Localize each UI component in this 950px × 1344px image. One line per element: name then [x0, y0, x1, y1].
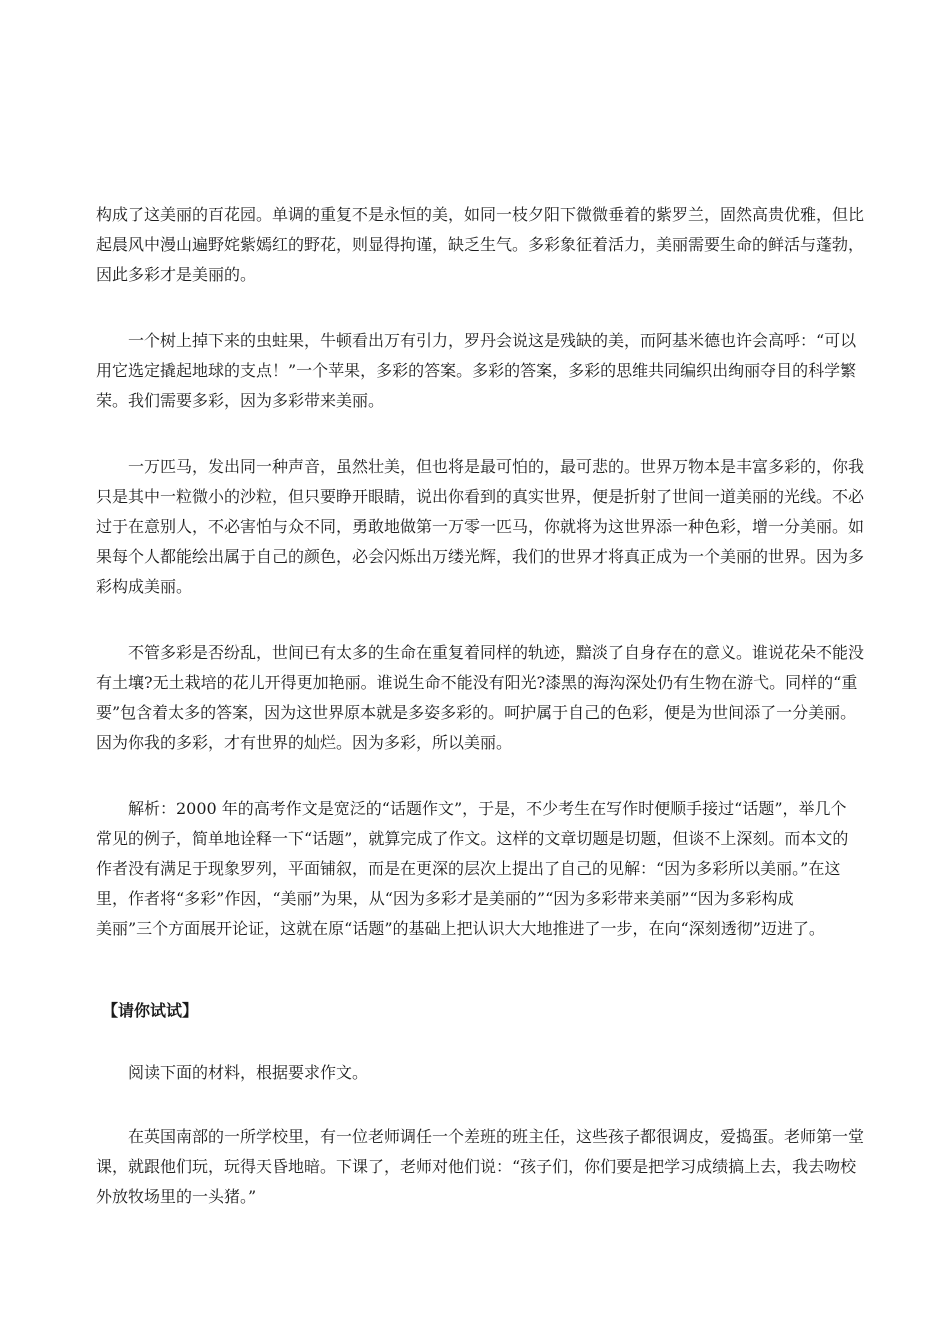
text-line: 果每个人都能绘出属于自己的颜色，必会闪烁出万缕光辉，我们的世界才将真正成为一个美丽的世界。因为多: [96, 547, 865, 566]
text-line: 一万匹马，发出同一种声音，虽然壮美，但也将是最可怕的，最可悲的。世界万物本是丰富多彩的，你我: [128, 457, 865, 476]
text-line: 美丽”三个方面展开论证，这就在原“话题”的基础上把认识大大地推进了一步，在向“深刻透彻”迈进了。: [96, 919, 825, 938]
section-heading-text: 【请你试试】: [102, 1001, 199, 1020]
text-line: 在英国南部的一所学校里，有一位老师调任一个差班的班主任，这些孩子都很调皮，爱捣蛋。老师第一堂: [128, 1127, 865, 1146]
text-line: 里，作者将“多彩”作因，“美丽”为果，从“因为多彩才是美丽的”“因为多彩带来美丽”“因为多彩构成: [96, 889, 794, 908]
paragraph-3: [96, 452, 886, 602]
text-line: 过于在意别人，不必害怕与众不同，勇敢地做第一万零一匹马，你就将为这世界添一种色彩，增一分美丽。如: [96, 517, 865, 536]
text-line: 彩构成美丽。: [96, 577, 193, 596]
instruction-paragraph: [96, 1058, 886, 1088]
text-line: 起晨风中漫山遍野姹紫嫣红的野花，则显得拘谨，缺乏生气。多彩象征着活力，美丽需要生命的鲜活与蓬勃，: [96, 235, 865, 254]
paragraph-analysis: [96, 794, 886, 944]
text-line: 不管多彩是否纷乱，世间已有太多的生命在重复着同样的轨迹，黯淡了自身存在的意义。谁说花朵不能没: [128, 643, 865, 662]
text-line: 构成了这美丽的百花园。单调的重复不是永恒的美，如同一枝夕阳下微微垂着的紫罗兰，固然高贵优雅，但比: [96, 205, 865, 224]
text-line: 作者没有满足于现象罗列，平面铺叙，而是在更深的层次上提出了自己的见解：“因为多彩所以美丽。”在这: [96, 859, 841, 878]
text-line: 只是其中一粒微小的沙粒，但只要睁开眼睛，说出你看到的真实世界，便是折射了世间一道美丽的光线。不必: [96, 487, 865, 506]
text-line: 要”包含着太多的答案，因为这世界原本就是多姿多彩的。呵护属于自己的色彩，便是为世间添了一分美丽。: [96, 703, 857, 722]
text-line: 一个树上掉下来的虫蛀果，牛顿看出万有引力，罗丹会说这是残缺的美，而阿基米德也许会高呼：“可以: [128, 331, 857, 350]
paragraph-1: [96, 200, 886, 290]
paragraph-4: [96, 638, 886, 758]
paragraph-2: [96, 326, 886, 416]
text-line: 有土壤?无土栽培的花儿开得更加艳丽。谁说生命不能没有阳光?漆黑的海沟深处仍有生物在游弋。同样的“重: [96, 673, 858, 692]
text-line: 因为你我的多彩，才有世界的灿烂。因为多彩，所以美丽。: [96, 733, 513, 752]
text-line: 常见的例子，简单地诠释一下“话题”，就算完成了作文。这样的文章切题是切题，但谈不上深刻。而本文的: [96, 829, 849, 848]
section-heading: [96, 996, 886, 1026]
text-line: 外放牧场里的一头猪。”: [96, 1187, 257, 1206]
text-line: 因此多彩才是美丽的。: [96, 265, 257, 284]
text-line: 课，就跟他们玩，玩得天昏地暗。下课了，老师对他们说：“孩子们，你们要是把学习成绩搞上去，我去吻校: [96, 1157, 857, 1176]
text-line: 用它选定撬起地球的支点！”一个苹果，多彩的答案。多彩的答案，多彩的思维共同编织出绚丽夺目的科学繁: [96, 361, 857, 380]
text-line: 解析：2000 年的高考作文是宽泛的“话题作文”，于是，不少考生在写作时便顺手接过“话题”，举几个: [128, 799, 847, 818]
text-line: 荣。我们需要多彩，因为多彩带来美丽。: [96, 391, 385, 410]
text-line: 阅读下面的材料，根据要求作文。: [128, 1063, 369, 1082]
material-paragraph: [96, 1122, 886, 1212]
